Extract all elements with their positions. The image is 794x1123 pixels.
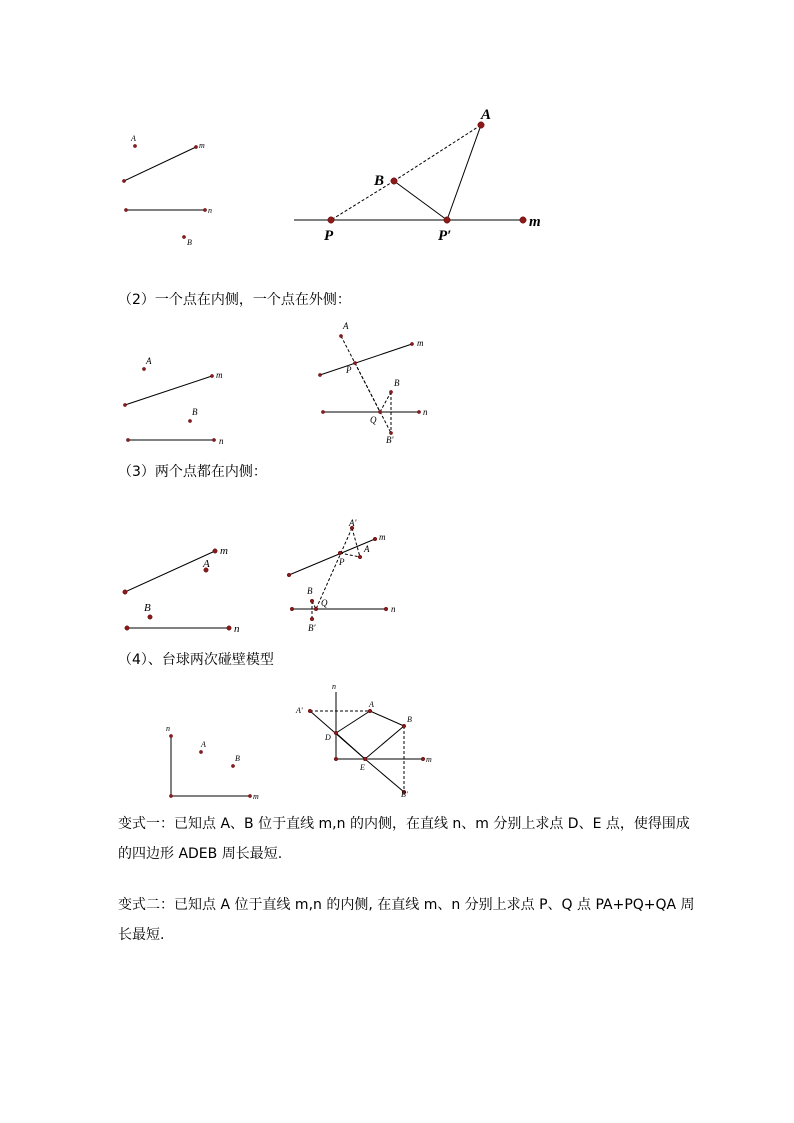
label-a-prime: A' [349, 518, 357, 528]
point-b [148, 615, 152, 619]
dashed-ab [394, 125, 481, 181]
point-m-end [520, 217, 526, 223]
point-p [328, 217, 334, 223]
label-b: B [192, 407, 198, 417]
label-m: m [379, 532, 386, 542]
variant-one-text: 变式一：已知点 A、B 位于直线 m,n 的内侧，在直线 n、m 分别上求点 D、E 点，使得围成的四边形 ADEB 周长最短. [118, 816, 690, 862]
label-b: B [394, 378, 400, 388]
point-n-start [125, 626, 129, 630]
label-q: Q [321, 598, 328, 608]
point-n-end [227, 626, 231, 630]
label-p: P [346, 365, 352, 375]
label-b: B [374, 173, 385, 189]
point-m-start [318, 373, 321, 376]
label-b-prime: B' [401, 790, 408, 799]
segment-ap [447, 125, 481, 220]
point-a-prime [308, 709, 312, 713]
label-q: Q [370, 415, 377, 425]
variant-two-text: 变式二：已知点 A 位于直线 m,n 的内侧, 在直线 m、n 分别上求点 P、Q 点 PA+PQ+QA 周长最短. [118, 897, 695, 943]
point-a [368, 709, 372, 713]
point-n-start [124, 208, 127, 211]
label-p-prime: P′ [438, 228, 452, 244]
label-e: E [360, 763, 365, 772]
dashed-a-prime-q [316, 528, 352, 609]
point-n-end [212, 438, 215, 441]
point-m-start [122, 179, 125, 182]
label-n: n [234, 623, 240, 635]
label-b: B [407, 715, 412, 724]
line-m [289, 539, 375, 575]
point-m-end [373, 537, 377, 541]
label-a: A [131, 134, 136, 143]
figure-2-right [310, 315, 440, 450]
label-m: m [426, 755, 432, 764]
point-p [353, 361, 356, 364]
figure-3-left [115, 540, 245, 640]
dashed-a-prime-a [352, 528, 360, 557]
point-n-start [290, 607, 294, 611]
point-d [334, 731, 338, 735]
dashed-bp [331, 181, 394, 220]
point-e [363, 757, 367, 761]
label-m: m [216, 370, 223, 380]
point-m-start [123, 403, 126, 406]
label-p: P [339, 557, 345, 567]
label-m: m [253, 792, 259, 801]
point-a [199, 750, 202, 753]
line-m [320, 344, 412, 375]
point-n-start [321, 410, 324, 413]
label-b: B [187, 238, 192, 247]
point-a [339, 334, 342, 337]
point-b [402, 724, 406, 728]
point-b [391, 178, 397, 184]
figure-4-right [290, 680, 440, 800]
point-b [310, 599, 314, 603]
point-p-prime [444, 217, 450, 223]
figure-2-left [115, 350, 240, 450]
label-b-prime: B' [386, 435, 394, 445]
point-a [358, 555, 362, 559]
label-a: A [369, 700, 374, 709]
label-m: m [220, 545, 228, 557]
point-a [133, 144, 136, 147]
figure-1-left [110, 125, 240, 255]
point-n-start [126, 438, 129, 441]
point-a [142, 367, 145, 370]
point-m-end [410, 342, 413, 345]
label-a: A [364, 544, 370, 554]
label-b: B [235, 754, 240, 763]
point-n-end [384, 607, 388, 611]
point-n-top [169, 734, 172, 737]
label-a-prime: A' [296, 706, 303, 715]
label-b-prime: B' [308, 623, 316, 633]
label-n: n [332, 682, 336, 691]
heading-case-3: （3）两个点都在内侧： [118, 464, 267, 480]
label-a: A [203, 558, 210, 570]
segment-da [336, 711, 370, 733]
point-b-prime [310, 617, 314, 621]
heading-case-2: （2）一个点在内侧，一个点在外侧： [118, 292, 351, 308]
point-m-end [213, 549, 217, 553]
point-origin [169, 794, 172, 797]
point-p [338, 551, 342, 555]
dashed-a-b-prime [341, 336, 391, 433]
line-m [124, 147, 196, 181]
label-n: n [391, 604, 396, 614]
point-q [378, 410, 381, 413]
point-b [231, 764, 234, 767]
figure-1-right [290, 100, 560, 250]
point-q [314, 607, 318, 611]
label-n: n [423, 407, 428, 417]
label-a: A [146, 356, 152, 366]
point-m-end [248, 794, 251, 797]
segment-e-b-prime [365, 759, 404, 792]
label-m: m [529, 214, 541, 230]
label-a: A [201, 740, 206, 749]
label-a: A [343, 321, 349, 331]
segment-eb [365, 726, 404, 759]
label-m: m [199, 141, 205, 150]
label-a: A [481, 107, 492, 123]
line-m [125, 551, 215, 592]
segment-de [336, 733, 365, 759]
point-origin [334, 757, 338, 761]
heading-case-4: （4）、台球两次碰壁模型 [118, 652, 274, 668]
label-p: P [324, 228, 334, 244]
segment-bp [394, 181, 447, 220]
point-b [389, 390, 392, 393]
segment-ab [370, 711, 404, 726]
figure-4-left [160, 718, 265, 803]
point-n-end [417, 410, 420, 413]
point-m-end [194, 145, 197, 148]
figure-3-right [280, 515, 410, 640]
line-m [125, 376, 212, 405]
point-b [182, 235, 185, 238]
label-m: m [417, 338, 424, 348]
label-n: n [208, 206, 212, 215]
label-n: n [166, 724, 170, 733]
point-b [188, 419, 191, 422]
label-n: n [219, 436, 224, 446]
point-n-end [203, 208, 206, 211]
point-m-start [287, 573, 291, 577]
point-m-end [421, 757, 425, 761]
dashed-pq [355, 363, 380, 412]
point-m-end [210, 374, 213, 377]
label-d: D [325, 733, 331, 742]
label-b: B [144, 602, 151, 614]
label-b: B [307, 586, 313, 596]
dashed-qb [380, 392, 391, 412]
point-m-start [123, 590, 127, 594]
